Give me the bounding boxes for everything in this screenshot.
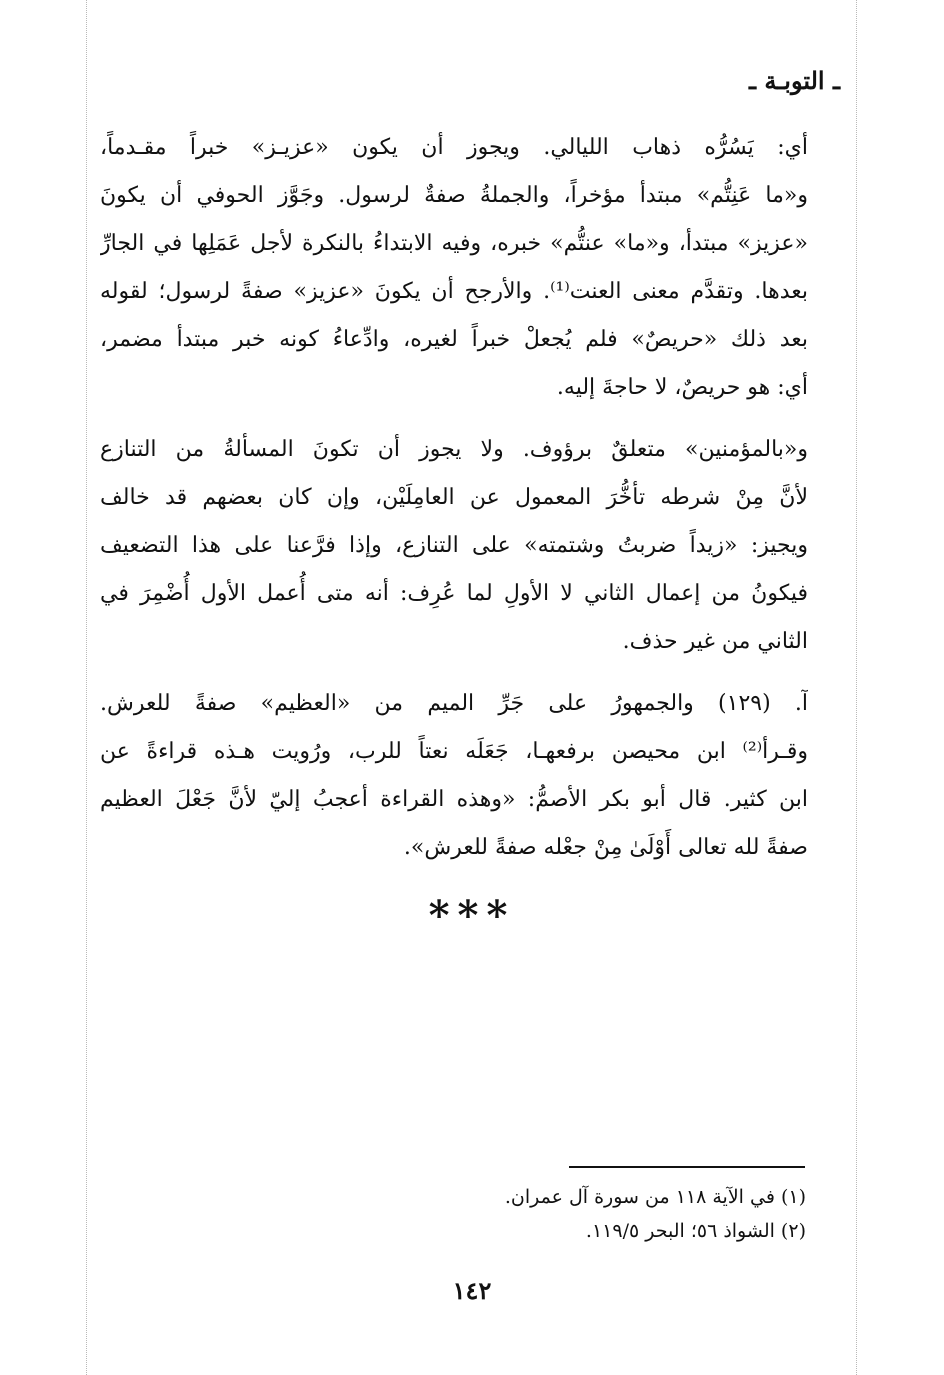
text-line: لأنَّ مِنْ شرطه تأخُّرَ المعمول عن العامِلَيْن، وإن كان بعضهم قد خالف — [100, 485, 808, 510]
text-line: بعد ذلك «حريصٌ» فلم يُجعلْ خبراً لغيره، وادِّعاءُ كونه خبر مبتدأ مضمر، — [100, 327, 808, 352]
text-line: صفةً لله تعالى أَوْلَىٰ مِنْ جعْله صفةً للعرش». — [403, 835, 808, 860]
text-line: ويجيز: «زيداً ضربتُ وشتمته» على التنازع، وإذا فرَّعنا على هذا التضعيف — [100, 533, 808, 558]
text-line: أي: يَسُرُّه ذهاب الليالي. ويجوز أن يكون «عزيـز» خبراً مقـدماً، — [100, 135, 808, 160]
main-text — [100, 124, 808, 872]
running-header: ـ التوبـة ـ — [749, 66, 840, 95]
text-line: آ. (١٢٩) والجمهورُ على جَرِّ الميم من «العظيم» صفةً للعرش. — [100, 691, 808, 716]
paragraph-gap — [100, 666, 808, 680]
paragraph-2 — [100, 426, 808, 666]
text-line: أي: هو حريصٌ، لا حاجةَ إليه. — [556, 375, 808, 400]
text-line: و«بالمؤمنين» متعلقٌ برؤوف. ولا يجوز أن تكونَ المسألةُ من التنازع — [100, 437, 808, 462]
footnote: (١) في الآية ١١٨ من سورة آل عمران. — [504, 1186, 806, 1208]
section-separator: *** — [428, 892, 516, 939]
paragraph-3 — [100, 680, 808, 872]
text-line: و«ما عَنِتُّم» مبتدأ مؤخراً، والجملةُ صفةٌ لرسول. وجَوَّز الحوفي أن يكونَ — [100, 183, 808, 208]
text-line: ابن كثير. قال أبو بكر الأصمُّ: «وهذه القراءة أعجبُ إليّ لأنَّ جَعْلَ العظيم — [100, 787, 808, 812]
paragraph-1 — [100, 124, 808, 412]
paragraph-gap — [100, 412, 808, 426]
footnote: (٢) الشواذ ٥٦؛ البحر ١١٩/٥. — [585, 1220, 806, 1242]
text-line: «عزيز» مبتدأ، و«ما» عنتُّم» خبره، وفيه الابتداءُ بالنكرة لأجل عَمَلِها في الجارِّ — [100, 231, 808, 256]
text-line: وقـرأ⁽²⁾ ابن محيصن برفعهـا، جَعَلَه نعتاً للرب، ورُويت هـذه قراءةً عن — [100, 739, 808, 764]
page-number: ١٤٢ — [452, 1276, 492, 1305]
text-line: فيكونُ من إعمال الثاني لا الأولِ لما عُرِف: أنه متى أُعمل الأول أُضْمِرَ في — [100, 581, 808, 606]
text-line: الثاني من غير حذف. — [622, 629, 808, 654]
scan-dotted-edge-right — [856, 0, 857, 1375]
scan-dotted-edge-left — [86, 0, 87, 1375]
text-line: بعدها. وتقدَّم معنى العنت⁽¹⁾. والأرجح أن يكونَ «عزيز» صفةً لرسول؛ لقوله — [100, 279, 808, 304]
footnote-divider — [569, 1166, 805, 1168]
footnotes — [360, 1180, 806, 1248]
